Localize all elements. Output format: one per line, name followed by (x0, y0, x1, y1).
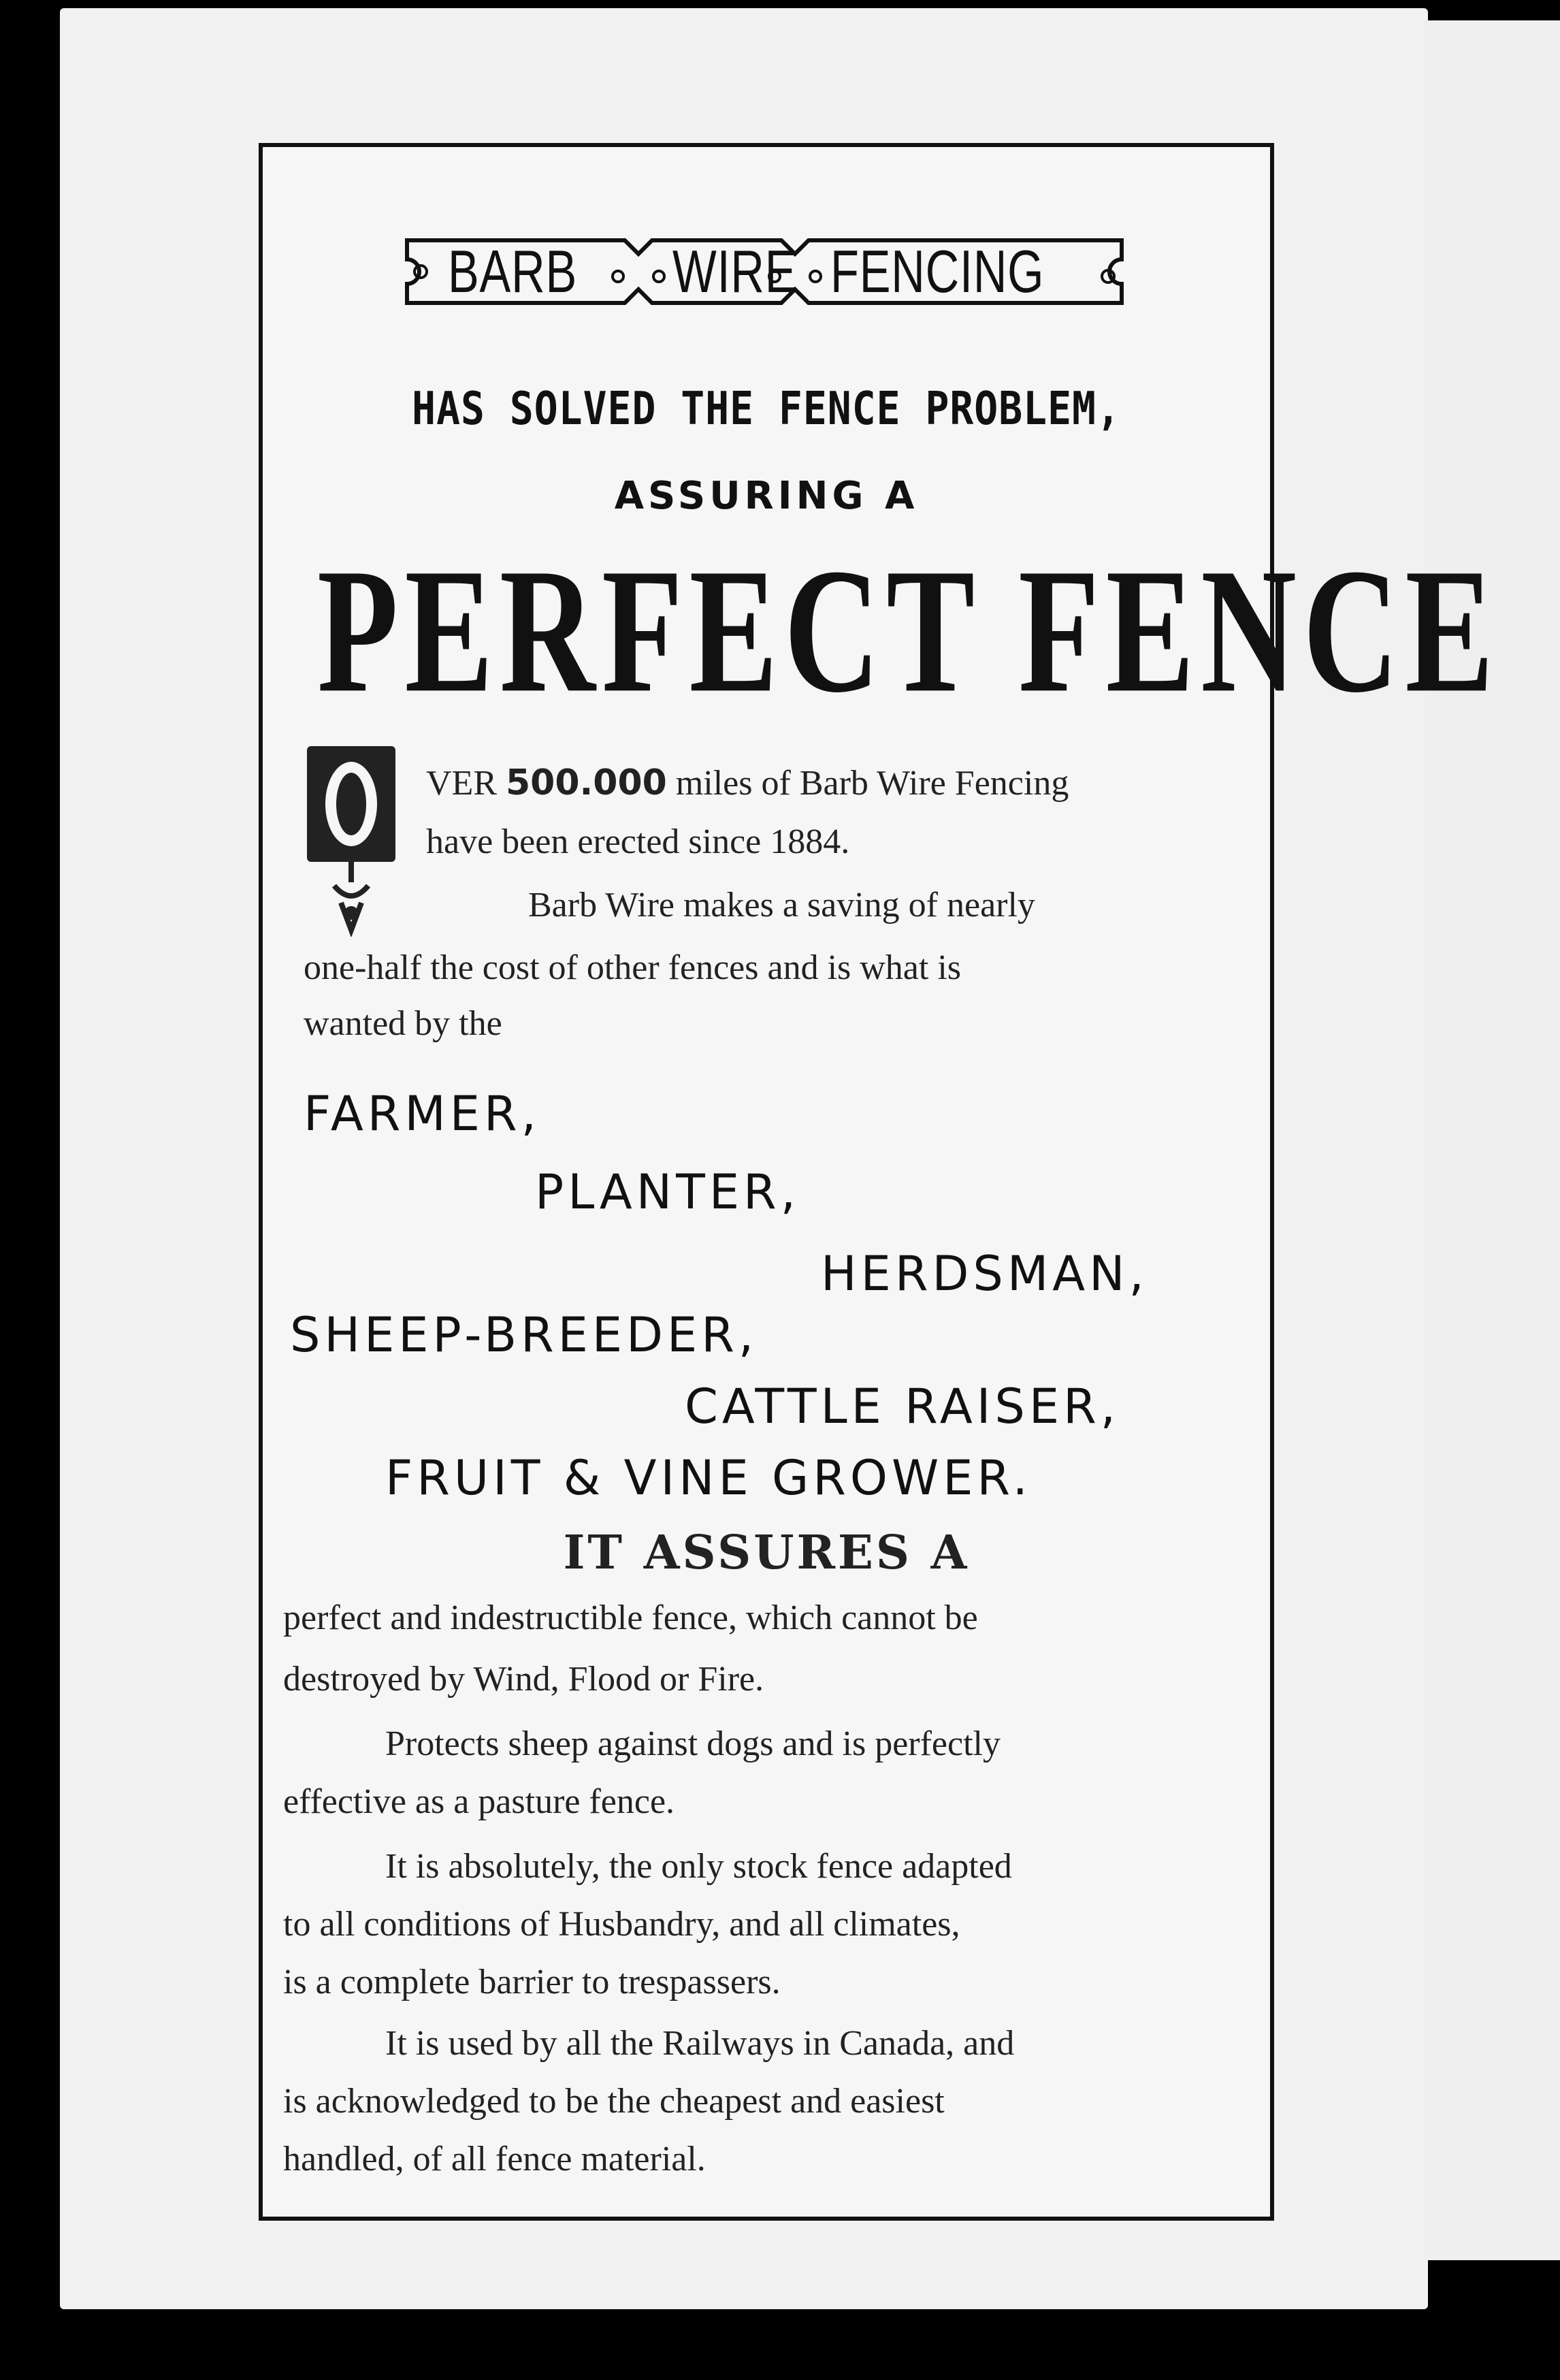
paragraph-3-line-3: is a complete barrier to trespassers. (283, 1963, 781, 2001)
occupation-herdsman: HERDSMAN, (821, 1246, 1148, 1302)
paragraph-4-line-2: is acknowledged to be the cheapest and easiest (283, 2082, 945, 2121)
headline: PERFECT FENCE (317, 532, 1500, 730)
paragraph-4-line-3: handled, of all fence material. (283, 2140, 706, 2178)
subheading: HAS SOLVED THE FENCE PROBLEM, (412, 381, 1121, 436)
intro-line-5: wanted by the (304, 1004, 502, 1043)
paragraph-1-line-1: perfect and indestructible fence, which cannot be (283, 1598, 978, 1637)
assuring-line: ASSURING A (614, 474, 919, 518)
occupation-fruit-vine-grower: FRUIT & VINE GROWER. (385, 1450, 1032, 1506)
ornamental-initial (304, 739, 399, 937)
paragraph-3-line-1: It is absolutely, the only stock fence adapted (385, 1847, 1012, 1886)
intro-line-4: one-half the cost of other fences and is what is (304, 948, 962, 987)
occupation-planter: PLANTER, (535, 1164, 800, 1220)
banner-word-fencing: FENCING (830, 238, 1045, 305)
paragraph-3-line-2: to all conditions of Husbandry, and all climates, (283, 1905, 960, 1944)
banner-word-barb: BARB (448, 238, 578, 305)
mileage-number: 500.000 (506, 762, 667, 803)
intro-line-3: Barb Wire makes a saving of nearly (528, 886, 1035, 924)
paragraph-2-line-1: Protects sheep against dogs and is perfectly (385, 1724, 1001, 1763)
assures-heading: IT ASSURES A (563, 1526, 970, 1580)
paragraph-1-line-2: destroyed by Wind, Flood or Fire. (283, 1660, 764, 1699)
banner-word-wire: WIRE (672, 238, 797, 305)
intro-line-2: have been erected since 1884. (426, 822, 850, 861)
occupation-cattle-raiser: CATTLE RAISER, (685, 1379, 1120, 1434)
occupation-sheep-breeder: SHEEP-BREEDER, (290, 1307, 758, 1363)
occupation-farmer: FARMER, (304, 1086, 540, 1142)
intro-line-1-tail: miles of Barb Wire Fencing (675, 764, 1069, 803)
ornamental-o-icon (304, 739, 399, 937)
barb-wire-fencing-banner (393, 225, 1135, 317)
paragraph-2-line-2: effective as a pasture fence. (283, 1782, 675, 1821)
intro-ver: VER (426, 764, 497, 803)
paragraph-4-line-1: It is used by all the Railways in Canada, and (385, 2024, 1015, 2063)
adjacent-page-edge (1425, 20, 1560, 2260)
intro-line-1 (426, 762, 1069, 803)
advertisement-frame (259, 143, 1500, 2221)
